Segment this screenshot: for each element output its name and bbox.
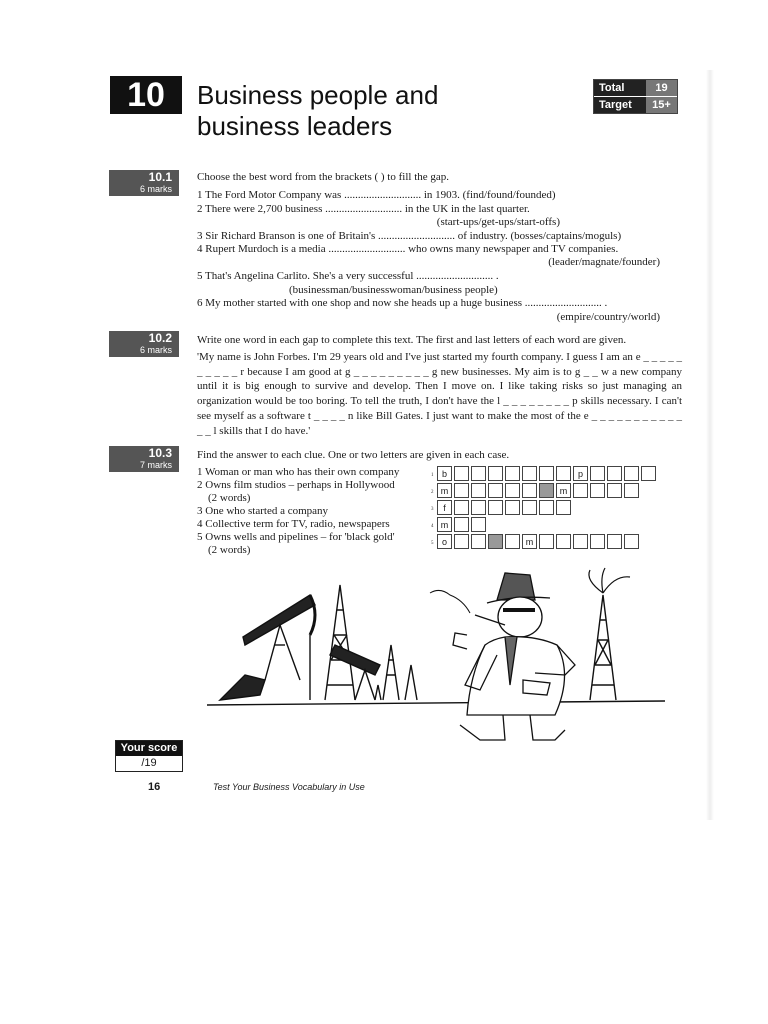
crossword-cell[interactable] [488,500,503,515]
exercise-marks: 6 marks [139,345,172,355]
crossword-cell[interactable] [488,534,503,549]
your-score-box [115,740,183,772]
title-line-2: business leaders [197,111,393,141]
crossword-cell[interactable] [607,534,622,549]
crossword-cell[interactable] [573,483,588,498]
total-label: Total [594,80,646,96]
your-score-value: /19 [141,757,157,769]
crossword-cell[interactable]: m [522,534,537,549]
crossword-cell[interactable]: m [437,517,452,532]
oil-field-icon [207,568,665,705]
ex1-item-6: 6 My mother started with one shop and now she heads up a huge business ............................ . [197,297,608,309]
crossword-cell[interactable] [556,466,571,481]
crossword-cell[interactable] [488,466,503,481]
crossword-cell[interactable] [471,483,486,498]
total-row [594,80,677,96]
exercise-instruction: Choose the best word from the brackets ( ) to fill the gap. [197,171,450,183]
exercise-number: 10.2 [148,331,172,345]
oil-tycoon-illustration [205,565,675,745]
crossword-cell[interactable] [505,534,520,549]
crossword-cell[interactable] [590,483,605,498]
clue-1: 1 Woman or man who has their own company [197,466,400,478]
crossword-cell[interactable] [471,466,486,481]
crossword-cell[interactable] [454,517,469,532]
crossword-row-number: 4 [431,524,434,529]
page-edge [706,70,714,820]
crossword-cell[interactable] [505,500,520,515]
gap-fill-text: 'My name is John Forbes. I'm 29 years old and I've just started my fourth company. I guess I am an e _ _ _ _ _ _ _ _ _ _ r because I am good at g _ _ _ _ _ _ _ _ _ g new businesses. My aim is to g _ _ w a new company until it is big enough to survive and develop. Then I move on. I like taking risks so just managing an organization would be too boring. To tell the truth, I don't have the l _ _ _ _ _ _ _ _ p skills necessary. I can't see myself as a software t _ _ _ _ n like Bill Gates. I just want to make the most of the e _ _ _ _ _ _ _ _ _ _ _ _ _ l skills that I do have.' [197,351,682,437]
crossword-cell[interactable] [624,483,639,498]
crossword-cell[interactable] [522,483,537,498]
crossword-cell[interactable] [454,466,469,481]
exercise-instruction: Write one word in each gap to complete this text. The first and last letters of each word are given. [197,334,627,346]
crossword-cell[interactable] [522,500,537,515]
crossword-cell[interactable] [556,500,571,515]
crossword-cell[interactable] [641,466,656,481]
test-number-badge: 10 [110,76,182,114]
page-number: 16 [148,781,161,793]
crossword-cell[interactable] [539,500,554,515]
exercise-badge-10-3 [109,446,179,472]
crossword-cell[interactable] [471,517,486,532]
ex1-item-5: 5 That's Angelina Carlito. She's a very successful ............................ . [197,270,499,282]
ex1-item-4-options: (leader/magnate/founder) [548,256,660,268]
crossword-cell[interactable]: p [573,466,588,481]
ex1-item-2-options: (start-ups/get-ups/start-offs) [436,216,560,228]
target-value: 15+ [646,97,677,113]
crossword-cell[interactable] [556,534,571,549]
exercise-marks: 6 marks [139,184,172,194]
page-title [197,80,438,142]
clue-5-note: (2 words) [208,544,251,556]
crossword-cell[interactable] [590,534,605,549]
crossword-cell[interactable] [454,483,469,498]
crossword-cell[interactable] [539,466,554,481]
title-line-1: Business people and [197,80,439,110]
ex1-item-4: 4 Rupert Murdoch is a media ............................ who owns many newspaper and TV companies. [197,243,619,255]
target-row [594,96,677,113]
crossword-cell[interactable] [471,534,486,549]
your-score-label: Your score [116,741,182,756]
ex1-item-5-options: (businessman/businesswoman/business people) [289,284,498,296]
crossword-row-number: 1 [431,473,434,478]
crossword-cell[interactable] [505,466,520,481]
crossword-cell[interactable]: b [437,466,452,481]
crossword-cell[interactable] [573,534,588,549]
crossword-cell[interactable] [454,500,469,515]
exercise-number: 10.1 [148,170,172,184]
ex2-paragraph [197,350,682,438]
crossword-cell[interactable] [624,534,639,549]
crossword-cell[interactable] [488,483,503,498]
crossword-cell[interactable] [505,483,520,498]
exercise-badge-10-2 [109,331,179,357]
crossword-cell[interactable]: m [556,483,571,498]
exercise-badge-10-1 [109,170,179,196]
crossword-cell[interactable] [539,534,554,549]
crossword-cell[interactable]: m [437,483,452,498]
target-label: Target [594,97,646,113]
exercise-number: 10.3 [148,446,172,460]
exercise-instruction: Find the answer to each clue. One or two letters are given in each case. [197,449,510,461]
clue-4: 4 Collective term for TV, radio, newspapers [197,518,390,530]
crossword-cell[interactable] [624,466,639,481]
ex1-item-6-options: (empire/country/world) [556,311,660,323]
book-title: Test Your Business Vocabulary in Use [213,782,365,792]
tycoon-character-icon [430,573,575,740]
exercise-marks: 7 marks [139,460,172,470]
crossword-cell[interactable] [607,483,622,498]
crossword-cell[interactable]: f [437,500,452,515]
crossword-cell[interactable]: o [437,534,452,549]
crossword-cell[interactable] [471,500,486,515]
crossword-cell[interactable] [539,483,554,498]
ex1-item-2: 2 There were 2,700 business ............................ in the UK in the last quarter. [197,203,530,215]
clue-3: 3 One who started a company [197,505,329,517]
crossword-row-number: 5 [431,541,434,546]
ex1-item-3: 3 Sir Richard Branson is one of Britain's ............................ of industry. (bosses/captains/moguls) [197,230,622,242]
total-value: 19 [646,80,677,96]
crossword-cell[interactable] [522,466,537,481]
clue-2: 2 Owns film studios – perhaps in Hollywood [197,479,395,491]
score-target-box [593,79,678,114]
clue-2-note: (2 words) [208,492,251,504]
crossword-row-number: 2 [431,490,434,495]
crossword-cell[interactable] [454,534,469,549]
crossword-cell[interactable] [590,466,605,481]
clue-5: 5 Owns wells and pipelines – for 'black gold' [197,531,395,543]
crossword-cell[interactable] [607,466,622,481]
ex1-item-1: 1 The Ford Motor Company was ............................ in 1903. (find/found/founded) [197,189,556,201]
crossword-row-number: 3 [431,507,434,512]
